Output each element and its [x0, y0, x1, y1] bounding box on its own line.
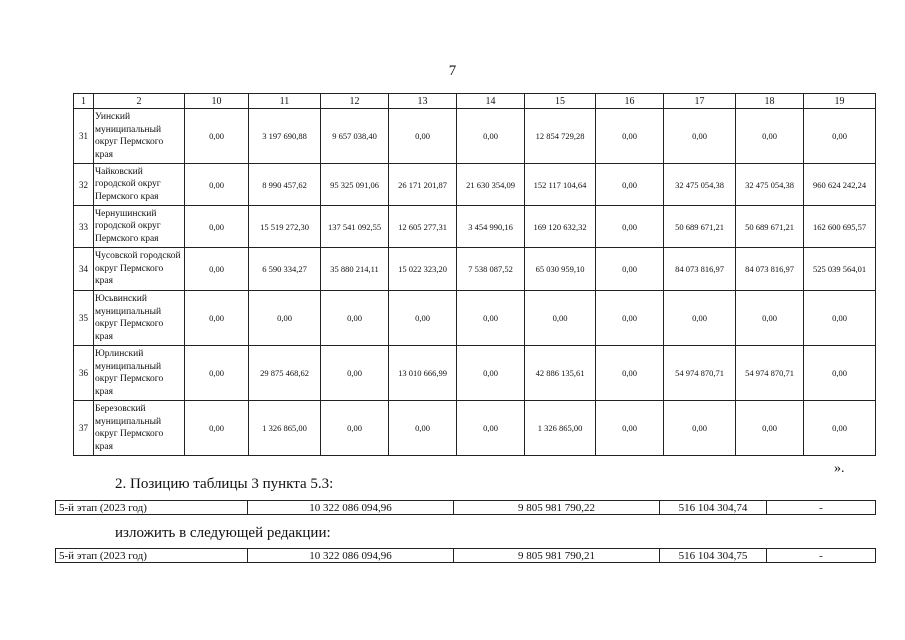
value-cell: 0,00 [596, 109, 664, 164]
row-number: 36 [74, 346, 94, 401]
table-row [74, 248, 876, 291]
row-number: 35 [74, 291, 94, 346]
value-cell: 137 541 092,55 [321, 206, 389, 248]
value-cell: 54 974 870,71 [736, 346, 804, 401]
value-cell: 3 454 990,16 [457, 206, 525, 248]
value-cell: 0,00 [389, 291, 457, 346]
value-cell: 35 880 214,11 [321, 248, 389, 291]
value-cell: 29 875 468,62 [249, 346, 321, 401]
value-cell: 0,00 [185, 248, 249, 291]
header-cell: 19 [804, 94, 876, 109]
value-cell: 0,00 [321, 346, 389, 401]
table-row [74, 206, 876, 248]
value-cell: 32 475 054,38 [664, 164, 736, 206]
value-cell: 960 624 242,24 [804, 164, 876, 206]
row-number: 34 [74, 248, 94, 291]
value-cell: 84 073 816,97 [664, 248, 736, 291]
header-cell: 16 [596, 94, 664, 109]
value-cell: 0,00 [596, 346, 664, 401]
value-cell: 84 073 816,97 [736, 248, 804, 291]
value-cell: 0,00 [804, 401, 876, 456]
value-cell: 0,00 [185, 346, 249, 401]
header-cell: 11 [249, 94, 321, 109]
value-cell: 50 689 671,21 [736, 206, 804, 248]
value-cell: 12 605 277,31 [389, 206, 457, 248]
row-number: 37 [74, 401, 94, 456]
stage-value-4: - [767, 501, 876, 515]
value-cell: 0,00 [664, 109, 736, 164]
value-cell: 0,00 [457, 401, 525, 456]
municipality-name: Чернушинский городской округ Пермского края [94, 206, 185, 248]
stage-label: 5-й этап (2023 год) [56, 501, 248, 515]
value-cell: 0,00 [389, 401, 457, 456]
value-cell: 15 022 323,20 [389, 248, 457, 291]
value-cell: 0,00 [185, 291, 249, 346]
value-cell: 0,00 [596, 206, 664, 248]
page-number: 7 [448, 63, 457, 79]
header-cell: 2 [94, 94, 185, 109]
value-cell: 65 030 959,10 [525, 248, 596, 291]
stage-row-old [55, 500, 876, 515]
table-row [74, 109, 876, 164]
value-cell: 0,00 [389, 109, 457, 164]
value-cell: 0,00 [457, 346, 525, 401]
value-cell: 9 657 038,40 [321, 109, 389, 164]
value-cell: 0,00 [185, 401, 249, 456]
value-cell: 13 010 666,99 [389, 346, 457, 401]
value-cell: 0,00 [596, 164, 664, 206]
value-cell: 12 854 729,28 [525, 109, 596, 164]
value-cell: 7 538 087,52 [457, 248, 525, 291]
value-cell: 0,00 [525, 291, 596, 346]
value-cell: 0,00 [804, 109, 876, 164]
value-cell: 152 117 104,64 [525, 164, 596, 206]
stage-value-total: 10 322 086 094,96 [248, 501, 454, 515]
value-cell: 0,00 [321, 291, 389, 346]
header-cell: 18 [736, 94, 804, 109]
header-cell: 10 [185, 94, 249, 109]
stage-label: 5-й этап (2023 год) [56, 549, 248, 563]
municipality-name: Уинский муниципальный округ Пермского края [94, 109, 185, 164]
row-number: 31 [74, 109, 94, 164]
table-row [74, 346, 876, 401]
municipality-name: Чайковский городской округ Пермского края [94, 164, 185, 206]
value-cell: 0,00 [185, 164, 249, 206]
value-cell: 42 886 135,61 [525, 346, 596, 401]
value-cell: 0,00 [321, 401, 389, 456]
table-row [74, 164, 876, 206]
header-cell: 1 [74, 94, 94, 109]
value-cell: 0,00 [457, 109, 525, 164]
value-cell: 95 325 091,06 [321, 164, 389, 206]
budget-table [73, 93, 876, 456]
header-row [74, 94, 876, 109]
value-cell: 32 475 054,38 [736, 164, 804, 206]
value-cell: 525 039 564,01 [804, 248, 876, 291]
value-cell: 0,00 [596, 291, 664, 346]
value-cell: 0,00 [804, 346, 876, 401]
closing-quote: ». [834, 461, 845, 476]
municipality-name: Березовский муниципальный округ Пермского края [94, 401, 185, 456]
value-cell: 1 326 865,00 [249, 401, 321, 456]
value-cell: 0,00 [185, 109, 249, 164]
municipality-name: Юрлинский муниципальный округ Пермского края [94, 346, 185, 401]
table-row [74, 401, 876, 456]
header-cell: 13 [389, 94, 457, 109]
value-cell: 0,00 [804, 291, 876, 346]
value-cell: 0,00 [596, 248, 664, 291]
table-row [74, 291, 876, 346]
value-cell: 6 590 334,27 [249, 248, 321, 291]
row-number: 32 [74, 164, 94, 206]
stage-value-2: 9 805 981 790,22 [454, 501, 660, 515]
value-cell: 169 120 632,32 [525, 206, 596, 248]
header-cell: 12 [321, 94, 389, 109]
stage-value-2: 9 805 981 790,21 [454, 549, 660, 563]
municipality-name: Чусовской городской округ Пермского края [94, 248, 185, 291]
value-cell: 0,00 [664, 291, 736, 346]
value-cell: 26 171 201,87 [389, 164, 457, 206]
stage-value-4: - [767, 549, 876, 563]
value-cell: 162 600 695,57 [804, 206, 876, 248]
value-cell: 0,00 [249, 291, 321, 346]
header-cell: 15 [525, 94, 596, 109]
value-cell: 0,00 [736, 109, 804, 164]
value-cell: 15 519 272,30 [249, 206, 321, 248]
value-cell: 0,00 [736, 291, 804, 346]
value-cell: 8 990 457,62 [249, 164, 321, 206]
paragraph-position: 2. Позицию таблицы 3 пункта 5.3: [115, 476, 334, 492]
value-cell: 0,00 [664, 401, 736, 456]
value-cell: 0,00 [596, 401, 664, 456]
value-cell: 50 689 671,21 [664, 206, 736, 248]
stage-row-new [55, 548, 876, 563]
value-cell: 21 630 354,09 [457, 164, 525, 206]
stage-value-3: 516 104 304,74 [660, 501, 767, 515]
header-cell: 14 [457, 94, 525, 109]
value-cell: 54 974 870,71 [664, 346, 736, 401]
value-cell: 0,00 [736, 401, 804, 456]
value-cell: 0,00 [185, 206, 249, 248]
value-cell: 3 197 690,88 [249, 109, 321, 164]
value-cell: 1 326 865,00 [525, 401, 596, 456]
header-cell: 17 [664, 94, 736, 109]
stage-value-3: 516 104 304,75 [660, 549, 767, 563]
row-number: 33 [74, 206, 94, 248]
stage-value-total: 10 322 086 094,96 [248, 549, 454, 563]
value-cell: 0,00 [457, 291, 525, 346]
paragraph-new-edition: изложить в следующей редакции: [115, 525, 331, 541]
municipality-name: Юсьвинский муниципальный округ Пермского края [94, 291, 185, 346]
table-body [74, 109, 876, 456]
